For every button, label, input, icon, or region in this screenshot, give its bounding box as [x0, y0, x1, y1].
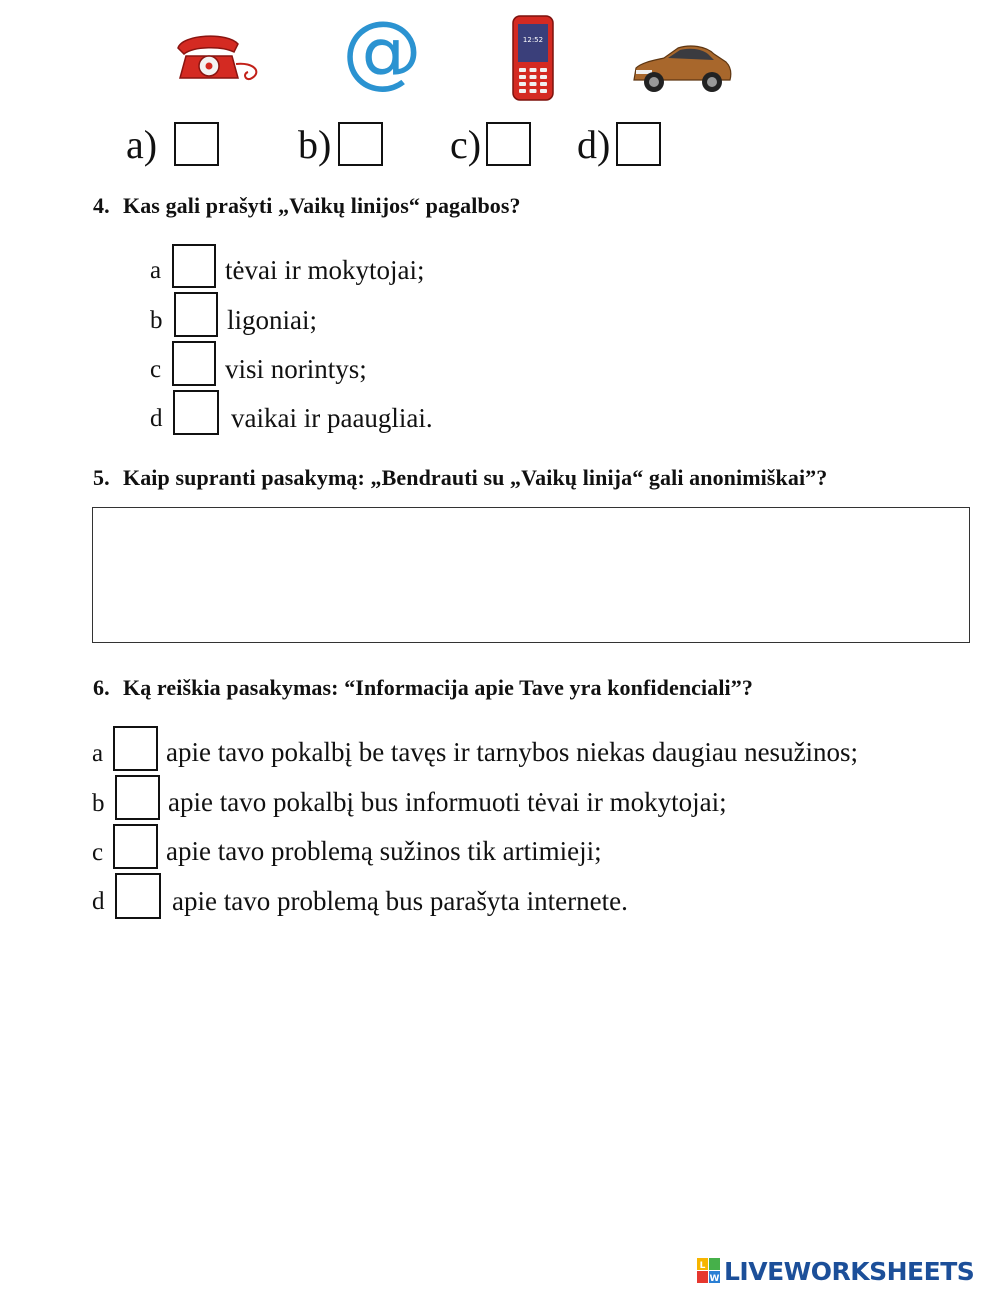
mobile-phone-icon [510, 14, 556, 102]
liveworksheets-logo-text: LIVEWORKSHEETS [724, 1256, 975, 1286]
q6-option-b-text: apie tavo pokalbį bus informuoti tėvai ir mokytojai; [168, 787, 727, 817]
question-5-title [93, 465, 827, 491]
question-4-title [93, 193, 521, 219]
picture-choice-label-d: d) [577, 122, 611, 167]
logo-block-letter-l: L [699, 1261, 706, 1271]
picture-choice-checkbox-c[interactable] [486, 122, 531, 166]
q4-option-d-text: vaikai ir paaugliai. [231, 403, 433, 433]
q4-option-b-text: ligoniai; [227, 305, 317, 335]
picture-choice-label-a: a) [126, 122, 158, 167]
q6-option-c-letter: c [92, 839, 104, 866]
q4-option-a-checkbox[interactable] [172, 244, 216, 288]
question-5-answer-field[interactable] [92, 507, 970, 643]
q6-option-b-checkbox[interactable] [115, 775, 160, 820]
q4-option-b-letter: b [150, 307, 163, 334]
q6-option-d-text: apie tavo problemą bus parašyta internete. [172, 886, 628, 916]
at-sign-icon [343, 12, 421, 92]
picture-choice-checkbox-a[interactable] [174, 122, 219, 166]
picture-choice-checkbox-b[interactable] [338, 122, 383, 166]
rotary-telephone-icon [172, 28, 262, 83]
question-5-text: Kaip supranti pasakymą: „Bendrauti su „Vaikų linija“ gali anonimiškai”? [123, 465, 828, 490]
q6-option-a-checkbox[interactable] [113, 726, 158, 771]
q4-option-b-checkbox[interactable] [174, 292, 218, 337]
logo-block-letter-w: W [709, 1274, 720, 1284]
question-4-text: Kas gali prašyti „Vaikų linijos“ pagalbos? [123, 193, 521, 218]
at-symbol-glyph: @ [343, 12, 421, 92]
question-4-number: 4. [93, 193, 110, 218]
q6-option-d-checkbox[interactable] [115, 873, 161, 919]
q4-option-a-letter: a [150, 257, 162, 284]
q6-option-c-text: apie tavo problemą sužinos tik artimieji; [166, 836, 602, 866]
liveworksheets-logo [697, 1254, 974, 1288]
q4-option-d-letter: d [150, 405, 163, 432]
picture-choice-label-b: b) [298, 122, 332, 167]
q4-option-a-text: tėvai ir mokytojai; [225, 255, 425, 285]
liveworksheets-logo-mark-icon [697, 1258, 721, 1284]
q6-option-d-letter: d [92, 888, 105, 915]
q6-option-b-letter: b [92, 790, 105, 817]
q4-option-c-checkbox[interactable] [172, 341, 216, 386]
question-6-title [93, 675, 753, 701]
picture-choice-checkbox-d[interactable] [616, 122, 661, 166]
q4-option-d-checkbox[interactable] [173, 390, 219, 435]
q6-option-c-checkbox[interactable] [113, 824, 158, 869]
picture-choice-label-c: c) [450, 122, 482, 167]
q4-option-c-text: visi norintys; [225, 354, 367, 384]
question-5-number: 5. [93, 465, 110, 490]
phone-screen-time: 12:52 [522, 36, 544, 44]
q6-option-a-letter: a [92, 740, 104, 767]
question-6-text: Ką reiškia pasakymas: “Informacija apie Tave yra konfidenciali”? [123, 675, 753, 700]
car-icon [630, 40, 734, 96]
q4-option-c-letter: c [150, 356, 162, 383]
q6-option-a-text: apie tavo pokalbį be tavęs ir tarnybos niekas daugiau nesužinos; [166, 737, 859, 767]
question-6-number: 6. [93, 675, 110, 700]
